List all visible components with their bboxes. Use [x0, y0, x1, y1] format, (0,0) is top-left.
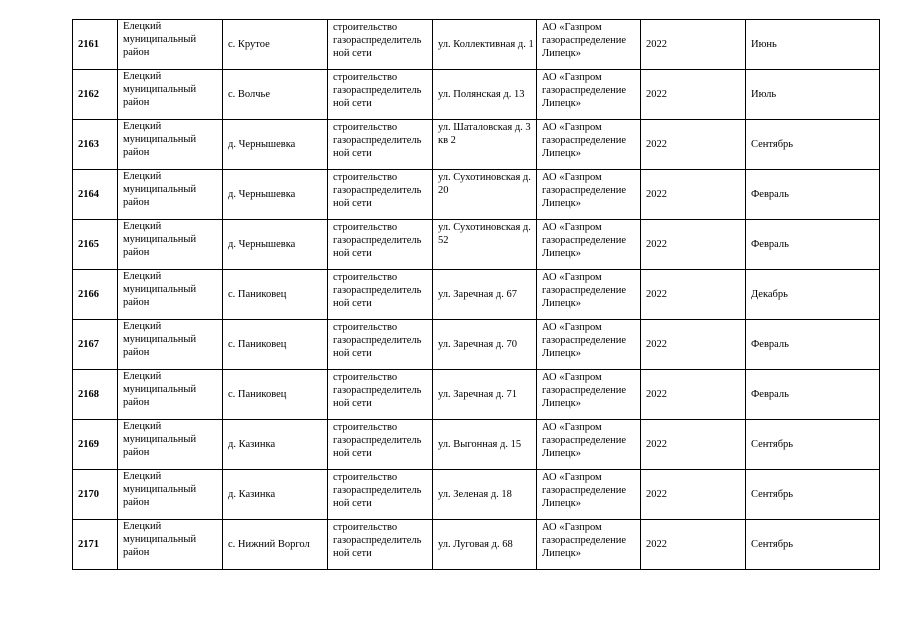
cell-work: строительство газораспределитель ной сети — [328, 470, 433, 520]
cell-region: Елецкий муниципальный район — [118, 270, 223, 320]
cell-settlement: д. Казинка — [223, 470, 328, 520]
cell-year: 2022 — [641, 220, 746, 270]
cell-region: Елецкий муниципальный район — [118, 420, 223, 470]
table-row — [73, 470, 880, 520]
cell-settlement: д. Чернышевка — [223, 170, 328, 220]
table-row — [73, 220, 880, 270]
cell-year: 2022 — [641, 120, 746, 170]
table-row — [73, 170, 880, 220]
gas-network-table — [72, 19, 880, 570]
table-row — [73, 320, 880, 370]
cell-number: 2161 — [73, 20, 118, 70]
cell-region: Елецкий муниципальный район — [118, 70, 223, 120]
cell-address: ул. Зеленая д. 18 — [433, 470, 537, 520]
cell-region: Елецкий муниципальный район — [118, 520, 223, 570]
table-row — [73, 120, 880, 170]
cell-company: АО «Газпром газораспределение Липецк» — [537, 170, 641, 220]
cell-region: Елецкий муниципальный район — [118, 320, 223, 370]
cell-year: 2022 — [641, 70, 746, 120]
cell-region: Елецкий муниципальный район — [118, 470, 223, 520]
table-row — [73, 20, 880, 70]
cell-settlement: с. Нижний Воргол — [223, 520, 328, 570]
cell-company: АО «Газпром газораспределение Липецк» — [537, 320, 641, 370]
cell-year: 2022 — [641, 520, 746, 570]
cell-month: Сентябрь — [746, 120, 880, 170]
cell-work: строительство газораспределитель ной сети — [328, 20, 433, 70]
cell-year: 2022 — [641, 370, 746, 420]
cell-work: строительство газораспределитель ной сети — [328, 420, 433, 470]
cell-work: строительство газораспределитель ной сети — [328, 320, 433, 370]
cell-region: Елецкий муниципальный район — [118, 370, 223, 420]
cell-region: Елецкий муниципальный район — [118, 20, 223, 70]
cell-address: ул. Заречная д. 67 — [433, 270, 537, 320]
cell-address: ул. Заречная д. 70 — [433, 320, 537, 370]
cell-company: АО «Газпром газораспределение Липецк» — [537, 70, 641, 120]
cell-number: 2169 — [73, 420, 118, 470]
cell-settlement: с. Паниковец — [223, 320, 328, 370]
cell-number: 2163 — [73, 120, 118, 170]
cell-month: Сентябрь — [746, 420, 880, 470]
cell-settlement: с. Паниковец — [223, 270, 328, 320]
cell-month: Февраль — [746, 220, 880, 270]
cell-settlement: д. Чернышевка — [223, 120, 328, 170]
cell-settlement: с. Крутое — [223, 20, 328, 70]
cell-number: 2167 — [73, 320, 118, 370]
cell-region: Елецкий муниципальный район — [118, 170, 223, 220]
cell-work: строительство газораспределитель ной сети — [328, 170, 433, 220]
cell-settlement: с. Волчье — [223, 70, 328, 120]
table-row — [73, 270, 880, 320]
cell-year: 2022 — [641, 470, 746, 520]
cell-company: АО «Газпром газораспределение Липецк» — [537, 20, 641, 70]
cell-month: Сентябрь — [746, 520, 880, 570]
table-row — [73, 70, 880, 120]
cell-month: Июль — [746, 70, 880, 120]
cell-address: ул. Выгонная д. 15 — [433, 420, 537, 470]
cell-year: 2022 — [641, 20, 746, 70]
cell-company: АО «Газпром газораспределение Липецк» — [537, 370, 641, 420]
cell-number: 2165 — [73, 220, 118, 270]
cell-year: 2022 — [641, 420, 746, 470]
cell-number: 2168 — [73, 370, 118, 420]
cell-month: Декабрь — [746, 270, 880, 320]
table-row — [73, 420, 880, 470]
table-body — [73, 20, 880, 570]
cell-number: 2164 — [73, 170, 118, 220]
cell-number: 2170 — [73, 470, 118, 520]
cell-company: АО «Газпром газораспределение Липецк» — [537, 270, 641, 320]
cell-month: Сентябрь — [746, 470, 880, 520]
cell-year: 2022 — [641, 320, 746, 370]
cell-work: строительство газораспределитель ной сети — [328, 520, 433, 570]
cell-address: ул. Шаталовская д. 3 кв 2 — [433, 120, 537, 170]
table-row — [73, 520, 880, 570]
table-row — [73, 370, 880, 420]
cell-address: ул. Заречная д. 71 — [433, 370, 537, 420]
cell-settlement: с. Паниковец — [223, 370, 328, 420]
cell-year: 2022 — [641, 270, 746, 320]
cell-month: Февраль — [746, 320, 880, 370]
cell-year: 2022 — [641, 170, 746, 220]
cell-company: АО «Газпром газораспределение Липецк» — [537, 520, 641, 570]
cell-settlement: д. Казинка — [223, 420, 328, 470]
cell-company: АО «Газпром газораспределение Липецк» — [537, 120, 641, 170]
cell-address: ул. Сухотиновская д. 20 — [433, 170, 537, 220]
cell-month: Февраль — [746, 370, 880, 420]
cell-company: АО «Газпром газораспределение Липецк» — [537, 420, 641, 470]
cell-month: Июнь — [746, 20, 880, 70]
cell-region: Елецкий муниципальный район — [118, 120, 223, 170]
cell-address: ул. Сухотиновская д. 52 — [433, 220, 537, 270]
cell-region: Елецкий муниципальный район — [118, 220, 223, 270]
cell-work: строительство газораспределитель ной сети — [328, 120, 433, 170]
cell-work: строительство газораспределитель ной сети — [328, 70, 433, 120]
cell-work: строительство газораспределитель ной сети — [328, 270, 433, 320]
cell-work: строительство газораспределитель ной сети — [328, 370, 433, 420]
cell-work: строительство газораспределитель ной сети — [328, 220, 433, 270]
cell-month: Февраль — [746, 170, 880, 220]
cell-address: ул. Полянская д. 13 — [433, 70, 537, 120]
cell-company: АО «Газпром газораспределение Липецк» — [537, 470, 641, 520]
cell-address: ул. Луговая д. 68 — [433, 520, 537, 570]
cell-company: АО «Газпром газораспределение Липецк» — [537, 220, 641, 270]
cell-address: ул. Коллективная д. 1 — [433, 20, 537, 70]
cell-number: 2162 — [73, 70, 118, 120]
cell-number: 2171 — [73, 520, 118, 570]
cell-number: 2166 — [73, 270, 118, 320]
cell-settlement: д. Чернышевка — [223, 220, 328, 270]
